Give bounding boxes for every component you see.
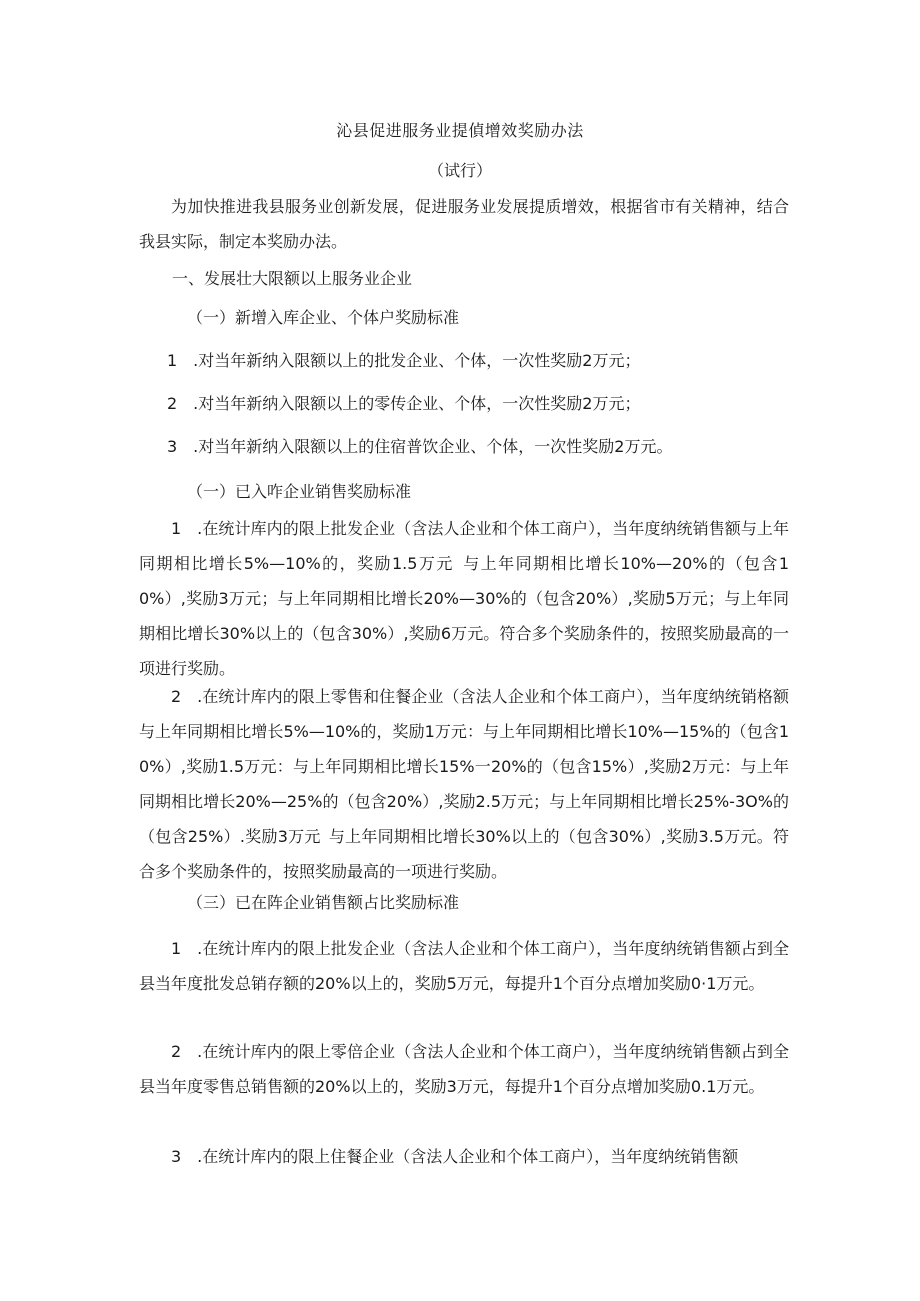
subsection-1-item-1: 1 .对当年新纳入限额以上的批发企业、个体，一次性奖励2万元； (167, 351, 641, 370)
subsection-3-item-1: 1 .在统计库内的限上批发企业（含法人企业和个体工商户），当年度纳统销售额占到全县当年度批发总销存额的20%以上的，奖励5万元，每提升1个百分点增加奖励0·1万元。 (139, 939, 789, 993)
subsection-2-heading: （一）已入咋企业销售奖励标准 (187, 482, 412, 501)
subsection-1-item-2: 2 .对当年新纳入限额以上的零传企业、个体，一次性奖励2万元； (167, 394, 641, 413)
section-1-heading: 一、发展壮大限额以上服务业企业 (172, 269, 413, 288)
intro-paragraph: 为加快推进我县服务业创新发展，促进服务业发展提质增效，根据省市有关精神，结合我县实际，制定本奖励办法。 (139, 197, 789, 251)
subsection-1-heading: （一）新增入库企业、个体户奖励标准 (187, 308, 460, 327)
document-title: 沁县促进服务业提偵增效奖励办法 (336, 121, 584, 140)
subsection-2-item-1: 1 .在统计库内的限上批发企业（含法人企业和个体工商户），当年度纳统销售额与上年同期相比增长5%—10%的，奖励1.5万元 与上年同期相比增长10%—20%的（包含10%）,奖励3万元；与上年同期相比增长20%—30%的（包含20%）,奖励5万元；与上年同期相比增长30%以上的（包含30%）,奖励6万元。符合多个奖励条件的，按照奖励最高的一项进行奖励。 (139, 519, 789, 678)
subsection-3-item-3: 3 .在统计库内的限上住餐企业（含法人企业和个体工商户），当年度纳统销售额 (171, 1147, 739, 1166)
document-subtitle: （试行） (427, 161, 492, 180)
subsection-3-heading: （三）已在阵企业销售额占比奖励标准 (187, 893, 460, 912)
subsection-1-item-3: 3 .对当年新纳入限额以上的住宿普饮企业、个体，一次性奖励2万元。 (167, 437, 673, 456)
subsection-2-item-2: 2 .在统计库内的限上零售和住餐企业（含法人企业和个体工商户），当年度纳统销格额与上年同期相比增长5%—10%的，奖励1万元：与上年同期相比增长10%—15%的（包含10%）,奖励1.5万元：与上年同期相比增长15%一20%的（包含15%）,奖励2万元：与上年同期相比增长20%—25%的（包含20%）,奖励2.5万元；与上年同期相比增长25%-3O%的（包含25%）.奖励3万元 与上年同期相比增长30%以上的（包含30%）,奖励3.5万元。符合多个奖励条件的，按照奖励最高的一项进行奖励。 (139, 687, 789, 881)
subsection-3-item-2: 2 .在统计库内的限上零倍企业（含法人企业和个体工商户），当年度纳统销售额占到全县当年度零售总销售额的20%以上的，奖励3万元，每提升1个百分点增加奖励0.1万元。 (139, 1042, 789, 1096)
